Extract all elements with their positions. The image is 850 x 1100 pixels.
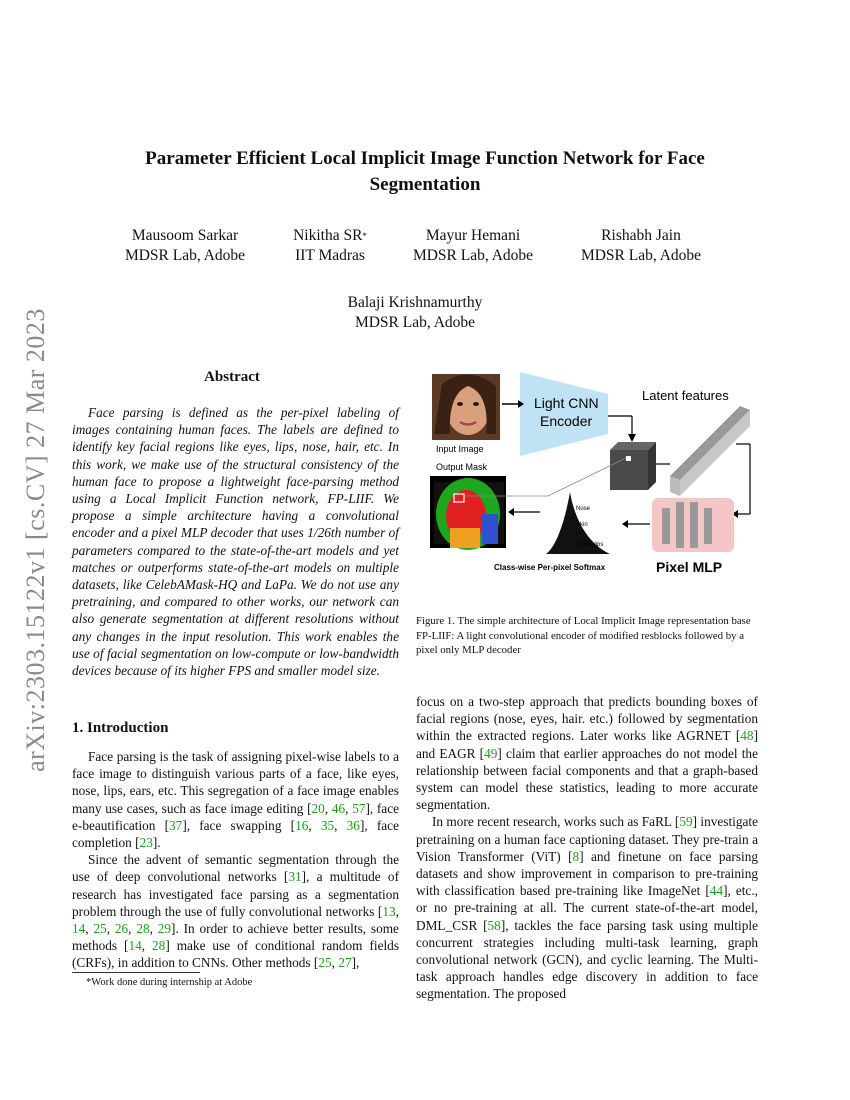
- citation-link[interactable]: 57: [352, 800, 366, 816]
- body-text: ].: [152, 835, 161, 851]
- citation-link[interactable]: 44: [709, 883, 724, 899]
- author-block: Mausoom Sarkar MDSR Lab, Adobe: [124, 227, 246, 264]
- body-text: ,: [324, 800, 332, 816]
- input-image-label: Input Image: [436, 444, 484, 454]
- body-text: ], face e-beautification [: [72, 800, 400, 833]
- class-label: Nose: [576, 506, 591, 512]
- body-text: ,: [345, 800, 353, 816]
- citation-link[interactable]: 46: [331, 800, 346, 816]
- paragraph: [416, 813, 758, 1002]
- body-text: ,: [85, 921, 94, 937]
- body-text: ,: [395, 903, 399, 919]
- paragraph: [72, 748, 399, 851]
- citation-link[interactable]: 37: [169, 817, 183, 833]
- softmax-label: Class-wise Per-pixel Softmax: [494, 563, 606, 572]
- author-block: Mayur Hemani MDSR Lab, Adobe: [412, 227, 534, 264]
- latent-vector: [670, 406, 750, 496]
- citation-link[interactable]: 59: [679, 814, 693, 830]
- body-text: ,: [331, 955, 339, 971]
- citation-link[interactable]: 58: [487, 917, 501, 933]
- citation-link[interactable]: 20: [311, 800, 325, 816]
- body-text: ] make use of conditional random fields (CRFs), in addition to CNNs. Other methods [: [72, 938, 400, 971]
- citation-link[interactable]: 14: [72, 921, 86, 937]
- right-column-text: [416, 693, 758, 1003]
- body-text: ], tackles the face parsing task using multiple concurrent strategies including multi-task learning, graph convolutional network (GCN), and cyclic learning. The Multi-task approach handles edge discovery in addition to face segmentation. The proposed: [416, 917, 758, 1002]
- pixel-mlp-block: [652, 498, 734, 552]
- section-heading: 1. Introduction: [72, 720, 169, 736]
- citation-link[interactable]: 28: [136, 921, 150, 937]
- body-text: ,: [149, 921, 158, 937]
- encoder-label: Encoder: [540, 413, 593, 429]
- abstract-text: Face parsing is defined as the per-pixel labeling of images containing human faces. The labels are defined to identify key facial regions like eyes, lips, nose, hair, etc. In this work, we make use of the structural consistency of the human face to propose a lightweight face-parsing method using a Local Implicit Function network, FP-LIIF. We propose a simple architecture having a convolutional encoder and a pixel MLP decoder that uses 1/26th number of parameters compared to the state-of-the-art models and yet matches or outperforms state-of-the-art models on multiple datasets, like CelebAMask-HQ and LaPa. We do not use any pretraining, and compared to other works, our network can also generate segmentation at different resolutions without any changes in the input resolution. This work enables the use of facial segmentation on low-compute or low-bandwidth devices because of its higher FPS and smaller model size.: [72, 405, 399, 679]
- latent-label: Latent features: [642, 388, 729, 403]
- citation-link[interactable]: 27: [338, 955, 352, 971]
- footnote-rule: [72, 972, 200, 973]
- body-text: ] and EAGR [: [416, 728, 758, 761]
- body-text: In more recent research, works such as FaRL [: [432, 814, 680, 830]
- paragraph: [416, 693, 758, 813]
- citation-link[interactable]: 28: [152, 938, 166, 954]
- body-text: ,: [141, 938, 153, 954]
- abstract-heading: Abstract: [204, 369, 260, 385]
- citation-link[interactable]: 8: [572, 848, 580, 864]
- body-text: ], a multitude of research has investigated face parsing as a segmentation problem through the use of fully convolutional networks [: [72, 869, 399, 919]
- paragraph: [72, 851, 399, 971]
- citation-link[interactable]: 14: [128, 938, 142, 954]
- citation-link[interactable]: 16: [295, 817, 309, 833]
- architecture-figure: [420, 364, 760, 584]
- encoder-label: Light CNN: [534, 395, 599, 411]
- citation-link[interactable]: 26: [114, 921, 129, 937]
- input-face-image: [432, 374, 500, 440]
- citation-link[interactable]: 49: [484, 745, 498, 761]
- latent-cube: [610, 442, 656, 490]
- author-block: Rishabh Jain MDSR Lab, Adobe: [580, 227, 702, 264]
- body-text: ] claim that earlier approaches do not model the relationship between facial components and that a graph-based system can model these statistics, leading to more accurate segmentation.: [416, 745, 758, 813]
- footnote: *Work done during internship at Adobe: [86, 977, 253, 988]
- citation-link[interactable]: 23: [139, 835, 153, 851]
- citation-link[interactable]: 29: [157, 921, 172, 937]
- intro-text: [72, 748, 399, 972]
- body-text: ], face swapping [: [182, 817, 296, 833]
- citation-link[interactable]: 25: [93, 921, 107, 937]
- body-text: ,: [334, 817, 347, 833]
- body-text: ] and finetune on face parsing datasets and show improvement in comparison to pre-training with classification based pre-training like ImageNet [: [416, 848, 758, 899]
- body-text: ], face completion [: [72, 817, 399, 851]
- body-text: ],: [351, 955, 360, 971]
- body-text: ,: [308, 817, 321, 833]
- body-text: ] investigate pretraining on a human face captioning dataset. They pre-train a Vision Transformer (ViT) [: [416, 814, 758, 864]
- author-block: Nikitha SR* IIT Madras: [293, 227, 367, 264]
- body-text: ]. In order to achieve better results, some methods [: [72, 921, 399, 954]
- citation-link[interactable]: 35: [320, 817, 335, 833]
- output-mask-image: [430, 476, 506, 550]
- class-label: Skin: [576, 522, 588, 528]
- body-text: focus on a two-step approach that predicts bounding boxes of facial regions (nose, eyes, hair. etc.) followed by segmentation within the extracted regions. Later works like AGRNET [: [416, 694, 758, 744]
- citation-link[interactable]: 31: [288, 869, 302, 885]
- citation-link[interactable]: 25: [318, 955, 332, 971]
- pixel-mlp-label: Pixel MLP: [656, 559, 723, 575]
- citation-link[interactable]: 48: [740, 728, 754, 744]
- body-text: Face parsing is the task of assigning pixel-wise labels to a face image to distinguish various parts of a face, like eyes, nose, lips, ears, etc. This segregation of a face image enables many use cases, such as face image editing [: [72, 749, 399, 816]
- output-mask-label: Output Mask: [436, 462, 488, 472]
- body-text: Since the advent of semantic segmentation through the use of deep convolutional networks [: [72, 852, 399, 885]
- body-text: ], etc., or no pre-training at all. The current state-of-the-art model, DML_CSR [: [416, 883, 758, 933]
- body-text: ,: [128, 921, 137, 937]
- body-text: ,: [106, 921, 115, 937]
- figure-caption: Figure 1. The simple architecture of Local Implicit Image representation base FP-LIIF: A light convolutional encoder of modified resblocks followed by a pixel only MLP decoder: [416, 615, 751, 656]
- citation-link[interactable]: 36: [346, 817, 360, 833]
- class-label: Upper-lips: [576, 542, 604, 548]
- author-block: Balaji Krishnamurthy MDSR Lab, Adobe: [347, 294, 483, 331]
- paper-title: Parameter Efficient Local Implicit Image Function Network for Face Segmentation: [145, 148, 705, 195]
- citation-link[interactable]: 13: [382, 903, 396, 919]
- arxiv-watermark: arXiv:2303.15122v1 [cs.CV] 27 Mar 2023: [21, 308, 50, 772]
